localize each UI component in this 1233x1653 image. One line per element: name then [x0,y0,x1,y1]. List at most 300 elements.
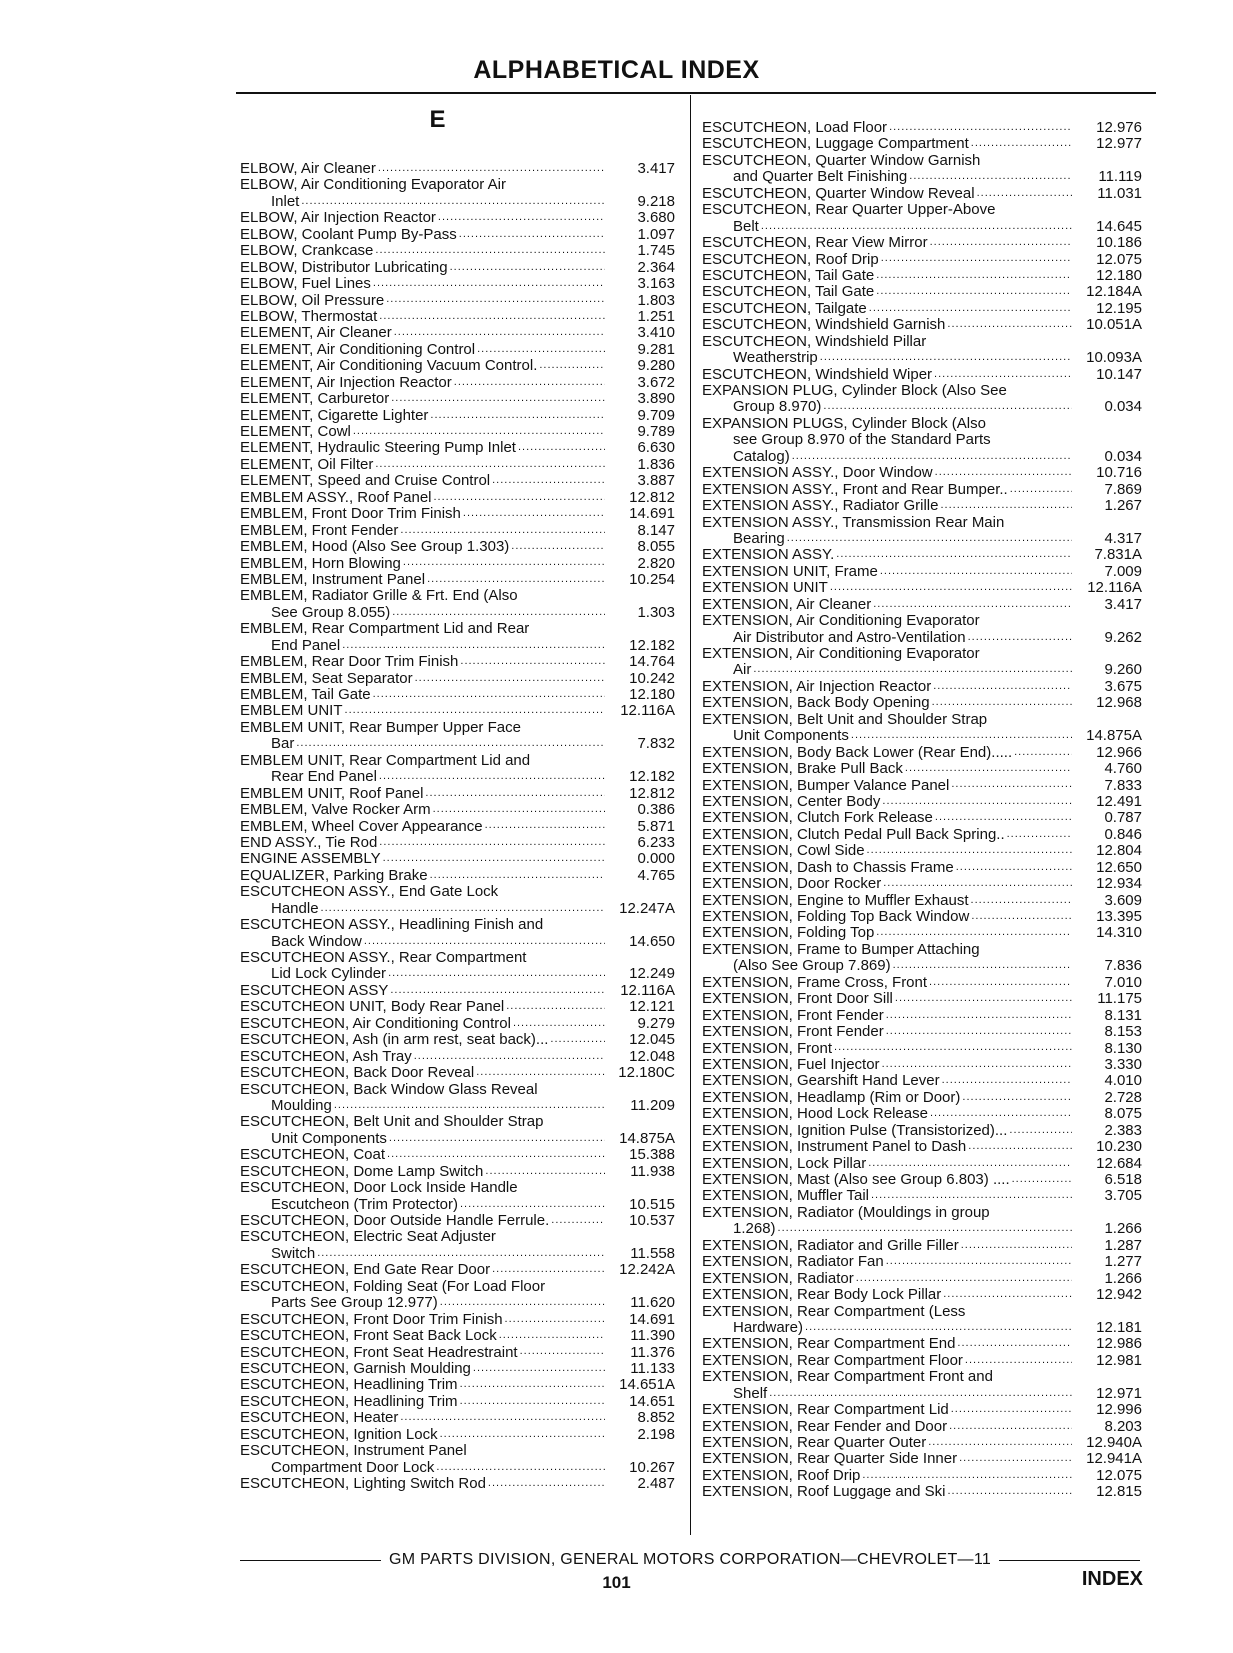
index-entry [702,745,1142,761]
dot-leader [869,301,1072,317]
entry-text: EXTENSION, Door Rocker [702,876,882,893]
entry-text: EXTENSION, Air Injection Reactor [702,678,932,695]
dot-leader [403,556,605,572]
entry-group-number: 6.630 [637,440,675,457]
entry-text: ELBOW, Oil Pressure [240,292,385,309]
index-entry [240,1345,675,1361]
dot-leader [539,358,605,374]
entry-group-number: 14.650 [629,933,675,950]
entry-text: EXTENSION, Frame Cross, Front [702,974,928,991]
entry-group-number: 14.691 [629,1311,675,1328]
index-entry [240,325,675,341]
index-entry [702,235,1142,251]
index-entry [702,1271,1142,1287]
entry-text: EXTENSION ASSY., Door Window [702,465,933,482]
dot-leader [427,572,605,588]
entry-text: EXTENSION, Rear Compartment (Less [702,1303,966,1320]
dot-leader [389,1131,605,1147]
entry-group-number: 2.728 [1104,1089,1142,1106]
index-entry-line [702,482,1142,498]
entry-group-number: 12.966 [1096,744,1142,761]
entry-text: and Quarter Belt Finishing [733,169,908,186]
entry-group-number: 10.230 [1096,1139,1142,1156]
index-entry [240,1262,675,1278]
index-entry-line [702,1221,1142,1237]
entry-text: ESCUTCHEON, Front Seat Headrestraint [240,1344,518,1361]
dot-leader [935,810,1072,826]
index-entry-line [240,1443,675,1459]
index-entry-line [702,498,1142,514]
index-entry-line [702,136,1142,152]
entry-text: Catalog) [733,448,790,465]
index-entry [240,1410,675,1426]
entry-group-number: 7.869 [1104,481,1142,498]
index-entry [240,1229,675,1262]
dot-leader [909,169,1072,185]
entry-group-number: 12.812 [629,785,675,802]
entry-group-number: 1.266 [1104,1270,1142,1287]
entry-group-number: 12.650 [1096,859,1142,876]
index-entry-line [702,1073,1142,1089]
index-entry [240,1312,675,1328]
dot-leader [836,547,1072,563]
index-entry-line [702,367,1142,383]
dot-leader [968,630,1072,646]
index-entry [240,177,675,210]
index-entry-line [702,169,1142,185]
index-entry [240,884,675,917]
entry-text: EMBLEM, Instrument Panel [240,571,426,588]
dot-leader [1010,482,1072,498]
index-entry-line [240,1279,675,1295]
entry-group-number: 11.390 [630,1328,675,1345]
index-entry [702,301,1142,317]
dot-leader [942,1073,1072,1089]
entry-group-number: 12.180 [629,687,675,703]
index-entry [240,1443,675,1476]
index-entry [240,1082,675,1115]
index-entry [240,720,675,753]
dot-leader [968,1139,1072,1155]
index-entry-line [240,161,675,177]
index-entry-line [240,654,675,670]
index-entry [702,268,1142,284]
index-entry [240,802,675,818]
index-entry [240,490,675,506]
dot-leader [378,161,605,177]
dot-leader [440,1295,605,1311]
dot-leader [492,1262,605,1278]
entry-text: ESCUTCHEON, Rear Quarter Upper-Above [702,202,996,219]
entry-group-number: 1.267 [1104,498,1142,515]
index-entry [702,695,1142,711]
index-entry [702,1254,1142,1270]
entry-text: Back Window [271,933,362,950]
index-entry-line [702,219,1142,235]
entry-group-number: 12.116A [620,982,675,999]
footer-rule-left [240,1560,381,1561]
dot-leader [392,605,605,621]
entry-text: EMBLEM, Rear Door Trim Finish [240,654,459,671]
entry-text: EXTENSION ASSY. [702,547,835,564]
index-entry-line [702,778,1142,794]
entry-text: ESCUTCHEON, End Gate Rear Door [240,1262,491,1279]
entry-group-number: 12.184A [1086,284,1142,301]
entry-text: EMBLEM, Front Door Trim Finish [240,506,461,523]
index-entry [240,1328,675,1344]
index-entry [240,983,675,999]
entry-group-number: 2.383 [1104,1122,1142,1139]
index-entry [240,753,675,786]
index-entry-line [240,1262,675,1278]
index-entry-line [702,1041,1142,1057]
entry-text: EXTENSION, Front Fender [702,1007,884,1024]
entry-group-number: 12.075 [1096,251,1142,268]
index-entry-line [702,580,1142,596]
entry-group-number: 3.675 [1104,678,1142,695]
index-entry [240,506,675,522]
entry-group-number: 14.875A [1086,728,1142,745]
dot-leader [473,1361,605,1377]
index-entry [702,1369,1142,1402]
dot-leader [460,1377,605,1393]
dot-leader [415,671,605,687]
footer-rule-right [999,1560,1140,1561]
dot-leader [862,1468,1072,1484]
entry-text: END ASSY., Tie Rod [240,834,378,851]
entry-group-number: 3.680 [637,210,675,227]
entry-group-number: 14.310 [1096,925,1142,942]
entry-group-number: 12.940A [1086,1435,1142,1451]
entry-group-number: 10.267 [629,1459,675,1476]
dot-leader [943,1287,1072,1303]
index-entry [240,161,675,177]
entry-text: EXTENSION ASSY., Transmission Rear Main [702,514,1005,531]
entry-text: EXTENSION, Rear Compartment Lid [702,1402,949,1419]
entry-text: EXTENSION, Front [702,1040,833,1057]
index-entry-line [702,712,1142,728]
entry-text: EXTENSION ASSY., Front and Rear Bumper.. [702,481,1008,498]
index-entry-line [702,958,1142,974]
entry-text: ESCUTCHEON, Front Door Trim Finish [240,1311,503,1328]
index-entry-line [240,194,675,210]
dot-leader [518,440,605,456]
entry-group-number: 3.705 [1104,1188,1142,1205]
index-entry-line [240,1361,675,1377]
entry-group-number: 8.075 [1104,1106,1142,1123]
entry-group-number: 12.249 [629,966,675,983]
dot-leader [400,523,605,539]
entry-text: EXTENSION, Body Back Lower (Rear End)..... [702,744,1013,761]
entry-text: EXTENSION, Folding Top [702,925,875,942]
entry-text: ESCUTCHEON, Roof Drip [702,251,879,268]
entry-group-number: 10.254 [629,571,675,588]
dot-leader [929,975,1072,991]
index-entry-line [240,490,675,506]
dot-leader [440,1427,605,1443]
dot-leader [379,309,605,325]
dot-leader [883,876,1072,892]
entry-text: ESCUTCHEON, Load Floor [702,120,888,136]
entry-group-number: 3.890 [637,391,675,408]
index-entry-line [702,1090,1142,1106]
entry-text: EXTENSION, Center Body [702,793,881,810]
index-entry-line [702,1386,1142,1402]
entry-text: ESCUTCHEON ASSY [240,982,389,999]
index-entry [240,687,675,703]
entry-text: ESCUTCHEON, Quarter Window Reveal [702,185,975,202]
entry-text: ESCUTCHEON, Headlining Trim [240,1377,458,1394]
dot-leader [485,1164,605,1180]
dot-leader [499,1328,605,1344]
entry-group-number: 15.388 [629,1147,675,1164]
index-entry [240,868,675,884]
dot-leader [947,1484,1072,1500]
index-entry [702,1188,1142,1204]
entry-text: Hardware) [733,1319,804,1336]
dot-leader [871,1188,1072,1204]
index-entry-line [702,761,1142,777]
dot-leader [485,819,605,835]
entry-group-number: 10.186 [1096,235,1142,252]
index-entry-line [240,983,675,999]
index-entry-line [702,597,1142,613]
index-entry-line [240,325,675,341]
index-entry-line [702,1123,1142,1139]
index-entry [702,942,1142,975]
index-entry [702,613,1142,646]
entry-text: Compartment Door Lock [271,1459,435,1476]
entry-group-number: 2.364 [637,259,675,276]
dot-leader [977,186,1072,202]
entry-text: EXTENSION, Back Body Opening [702,695,930,712]
index-entry-line [702,646,1142,662]
dot-leader [881,252,1072,268]
index-entry-line [240,1197,675,1213]
index-entry [702,367,1142,383]
dot-leader [425,786,605,802]
entry-group-number: 14.651 [629,1393,675,1410]
index-entry-line [702,449,1142,465]
dot-leader [951,778,1072,794]
index-entry-line [702,613,1142,629]
entry-group-number: 4.760 [1104,761,1142,778]
index-entry-line [240,440,675,456]
entry-text: ELBOW, Air Cleaner [240,161,376,177]
entry-text: ESCUTCHEON, Air Conditioning Control [240,1015,511,1032]
index-entry [240,1377,675,1393]
entry-group-number: 3.163 [637,276,675,293]
index-entry [702,679,1142,695]
entry-group-number: 7.010 [1104,974,1142,991]
entry-group-number: 12.247A [619,900,675,917]
index-entry-line [240,1016,675,1032]
index-entry [702,120,1142,136]
entry-text: EXTENSION, Headlamp (Rim or Door) [702,1089,961,1106]
entry-text: see Group 8.970 of the Standard Parts [733,432,991,449]
dot-leader [414,1049,605,1065]
entry-group-number: 14.645 [1096,218,1142,235]
entry-text: EMBLEM UNIT, Roof Panel [240,785,424,802]
index-entry-line [240,276,675,292]
entry-group-number: 12.180C [618,1065,675,1082]
entry-text: ELBOW, Fuel Lines [240,276,371,293]
entry-text: ELEMENT, Air Conditioning Vacuum Control. [240,358,538,375]
entry-group-number: 11.209 [630,1097,675,1114]
entry-text: ELEMENT, Oil Filter [240,456,374,473]
right-column [702,120,1142,1501]
entry-text: EXTENSION, Rear Quarter Outer [702,1435,927,1451]
index-entry-line [240,1147,675,1163]
dot-leader [961,1238,1072,1254]
index-entry [702,580,1142,596]
entry-text: End Panel [271,637,341,654]
entry-text: EXTENSION, Instrument Panel to Dash [702,1139,967,1156]
index-entry [702,465,1142,481]
entry-group-number: 11.119 [1098,169,1142,186]
index-entry-line [702,909,1142,925]
left-column [240,100,675,1492]
dot-leader [820,350,1072,366]
entry-group-number: 6.233 [637,834,675,851]
dot-leader [391,391,605,407]
index-entry [240,1427,675,1443]
index-entry-line [702,991,1142,1007]
index-entry-line [240,868,675,884]
dot-leader [301,194,605,210]
dot-leader [856,1271,1072,1287]
entry-text: EXTENSION, Lock Pillar [702,1155,867,1172]
index-entry [702,1435,1142,1451]
index-entry-line [702,1353,1142,1369]
index-entry-line [702,1008,1142,1024]
entry-group-number: 10.051A [1086,317,1142,334]
index-entry [702,498,1142,514]
entry-group-number: 1.303 [637,604,675,621]
entry-text: ESCUTCHEON, Ash (in arm rest, seat back)... [240,1032,549,1049]
entry-text: EXTENSION, Air Cleaner [702,596,872,613]
entry-group-number: 1.251 [637,308,675,325]
index-entry-line [702,202,1142,218]
page-number: 101 [602,1573,631,1592]
index-entry-line [240,621,675,637]
dot-leader [334,1098,605,1114]
index-entry [702,1024,1142,1040]
index-entry-line [702,350,1142,366]
entry-group-number: 8.153 [1104,1024,1142,1041]
entry-text: EMBLEM, Seat Separator [240,670,413,687]
entry-group-number: 14.651A [619,1377,675,1394]
dot-leader [460,1197,605,1213]
entry-text: ELBOW, Thermostat [240,308,378,325]
index-entry [240,210,675,226]
entry-group-number: 12.812 [629,489,675,506]
index-entry-line [702,843,1142,859]
entry-text: ELEMENT, Air Conditioning Control [240,341,476,358]
entry-group-number: 1.097 [637,226,675,243]
dot-leader [778,1221,1072,1237]
dot-leader [430,868,605,884]
entry-text: ELEMENT, Hydraulic Steering Pump Inlet [240,440,516,457]
index-entry-line [240,638,675,654]
entry-text: ELEMENT, Air Injection Reactor [240,374,452,391]
entry-text: ESCUTCHEON, Ignition Lock [240,1426,438,1443]
index-entry-line [240,950,675,966]
entry-group-number: 8.131 [1104,1007,1142,1024]
entry-text: Air [733,662,752,679]
entry-text: EXTENSION UNIT, Frame [702,563,878,580]
index-entry [240,671,675,687]
dot-leader [886,1024,1072,1040]
entry-text: ESCUTCHEON, Windshield Pillar [702,333,927,350]
dot-leader [868,1156,1072,1172]
dot-leader [957,1336,1072,1352]
entry-text: EXTENSION, Ignition Pulse (Transistorized)... [702,1122,1008,1139]
entry-group-number: 7.833 [1104,777,1142,794]
entry-group-number: 12.976 [1096,120,1142,136]
entry-group-number: 11.031 [1097,185,1142,202]
entry-text: EXTENSION, Front Fender [702,1024,884,1041]
index-entry-line [702,1254,1142,1270]
entry-text: EXTENSION, Rear Compartment Front and [702,1369,993,1386]
entry-text: Moulding [271,1097,332,1114]
entry-group-number: 9.709 [637,407,675,424]
entry-text: EXTENSION, Gearshift Hand Lever [702,1073,940,1090]
index-entry [240,1164,675,1180]
dot-leader [971,893,1072,909]
index-entry-line [702,317,1142,333]
entry-group-number: 11.175 [1097,991,1142,1008]
index-entry-line [702,1468,1142,1484]
index-entry-line [702,728,1142,744]
index-entry-line [702,679,1142,695]
index-entry-line [240,884,675,900]
index-entry-line [702,893,1142,909]
dot-leader [1007,827,1072,843]
dot-leader [520,1345,605,1361]
entry-text: EMBLEM, Hood (Also See Group 1.303) [240,539,510,556]
index-entry-line [240,999,675,1015]
dot-leader [506,999,605,1015]
dot-leader [940,498,1072,514]
entry-group-number: 12.045 [629,1032,675,1049]
index-entry-line [240,901,675,917]
entry-text: Handle [271,900,319,917]
dot-leader [345,703,605,719]
dot-leader [834,1041,1072,1057]
index-entry [702,334,1142,367]
entry-group-number: 6.518 [1104,1172,1142,1188]
entry-group-number: 12.242A [619,1262,675,1279]
entry-text: ESCUTCHEON, Tail Gate [702,267,875,284]
entry-text: EXTENSION, Mast (Also see Group 6.803) .... [702,1172,1010,1188]
entry-text: Lid Lock Cylinder [271,966,387,983]
entry-text: ELEMENT, Air Cleaner [240,325,392,342]
index-entry-line [240,1295,675,1311]
index-entry-line [240,1460,675,1476]
entry-text: EXTENSION, Radiator Fan [702,1254,884,1271]
index-entry-line [702,284,1142,300]
entry-group-number: 9.260 [1104,662,1142,679]
dot-leader [934,367,1072,383]
entry-text: ELBOW, Air Conditioning Evaporator Air [240,177,506,194]
entry-text: EXTENSION, Air Conditioning Evaporator [702,613,980,630]
index-entry [240,1213,675,1229]
index-entry-line [240,1180,675,1196]
index-entry-line [702,399,1142,415]
entry-group-number: 1.745 [637,243,675,260]
index-entry-line [240,1049,675,1065]
